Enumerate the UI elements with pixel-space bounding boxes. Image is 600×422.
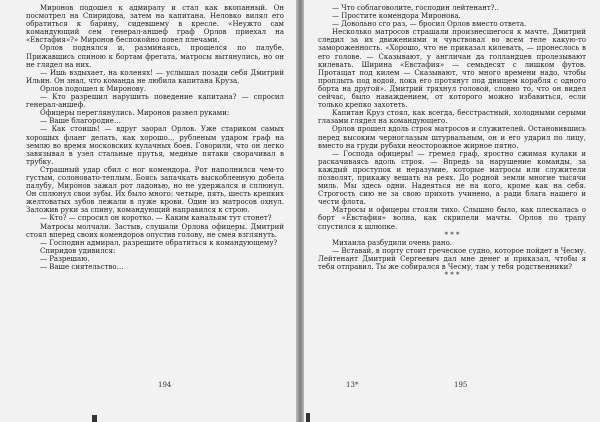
- paragraph: Миронов подошел к адмиралу и стал как вкопанный. Он посмотрел на Спиридова, затем на капитана. Неловко вилял его обратиться к барину, сидевшему в кресле. «Неужто сам командующий сем генерал-аншеф граф Орлов приехал на «Евстафия»?» Миронов беспокойно повел плечами.: [26, 4, 284, 45]
- paragraph: — Кто? — спросил он коротко. — Каким канальям тут стонет?: [40, 214, 272, 223]
- paragraph: Орлов подошел к Миронову.: [40, 84, 147, 93]
- paragraph: Матросы и офицеры стояли тихо. Слышно было, как плескалась о борт «Евстафия» волна, как скрипели мачты. Орлов по трапу спустился к шлюпке.: [318, 206, 586, 231]
- right-page-number: 195: [454, 381, 468, 389]
- paragraph: — Господин адмирал, разрешите обратиться к командующему?: [40, 238, 278, 247]
- right-page-text: [318, 4, 586, 279]
- paragraph: Спиридов удивился:: [40, 246, 116, 255]
- paragraph: Орлов прошел вдоль строя матросов и служителей. Остановившись перед высоким черноглазым штурвальным, он и его ударил по лицу, вместо на груди рубахи неосторожное жирное пятно.: [318, 125, 586, 150]
- paragraph: — Ваше сиятельство…: [40, 263, 124, 271]
- paragraph: — Что соблаговолите, господин лейтенант?..: [332, 4, 499, 12]
- paragraph: — Ваше благородие…: [40, 117, 121, 126]
- paragraph: — Кто разрешил нарушить поведение капитана? — спросил генерал-аншеф.: [26, 93, 284, 110]
- paragraph: — Простите комендора Миронова.: [332, 12, 461, 21]
- paragraph: — Как стоишь! — вдруг заорал Орлов. Уже стариком самых хорошых фланг делать, как хорошо... рубленым ударом граф на землю во время московских кулачных боев. Говорили, что он легко завязывал в узел стальные прутья, медные пятаки сворачивал в трубку.: [26, 125, 284, 166]
- scan-mark: [306, 413, 310, 422]
- paragraph: Несколько матросов страшали произнесшегося к мачте. Дмитрий следил за их движениями и чувствовал во всем теле какую-то замороженность. «Хорошо, что не приказал килевать, — пронеслось в его голове. — Сказывают, у англичан да голландцев пролезывают килевать. Ширина «Евстафия» — семьдесят с лишком футов. Протащат под килем — Сказывают, что много времени надо, чтобы проплыть под водой, пока его протянут под днищем корабля с одного борта на другой». Дмитрий тряхнул головой, словно то, что он видел сейчас, было наваждением, от которого можно избавиться, если только крепко захотеть.: [318, 28, 586, 110]
- paragraph: Офицеры переглянулись. Миронов развел руками:: [40, 109, 230, 118]
- paragraph: — Вставай, в порту стоит греческое судно, которое пойдет в Чесму. Лейтенант Дмитрий Сергеевич дал мне денег и приказал, чтобы я тебя отправил. Ты же собирался в Чесму, там у тебя родственники?: [318, 246, 586, 271]
- paragraph: Страшный удар сбил с ног комендора. Рот наполнился чем-то густым, солоновато-теплым. Боясь запачкать выскобленную добела палубу, Миронов зажал рот ладонью, но не удержался и сплюнул. Он сплюнул свои зубы. Их было много: четыре, пять, шесть крепких желтоватых зубов лежали в луже крови. Один из матросов охнул. Заложив руки за спину, командующий направился к строю.: [26, 165, 284, 215]
- right-page: [304, 0, 600, 422]
- section-break: * * *: [444, 230, 460, 239]
- paragraph: Матросы молчали. Застыв, слушали Орлова офицеры. Дмитрий стоял вперед своих комендоров опустив голову, не смея взглянуть.: [26, 222, 284, 239]
- paragraph: — Господа офицеры! — гремел граф, яростно сжимая кулаки и раскачиваясь вдоль строя. — Впредь за нарушение команды, за каждый проступок и неразумие, которые матросы или служители позволят, прикажу вешать на реях. До родной земли многие тысячи миль. Мы здесь одни. Надеяться не на кого, кроме как на себя. Строгость сию не за свою прихоть учинено, а ради блага нашего и чести флота.: [318, 149, 586, 207]
- paragraph: Капитан Круз стоял, как всегда, бесстрастный, холодными серыми глазами глядел на командующего.: [318, 109, 586, 126]
- left-page: [0, 0, 298, 422]
- section-break: * * *: [444, 271, 460, 280]
- scan-mark: [92, 415, 97, 422]
- paragraph: Михаила разбудили очень рано.: [332, 238, 453, 247]
- left-page-text: [26, 4, 284, 271]
- signature-mark: 13*: [346, 381, 359, 389]
- paragraph: — Довольно сго раз, — бросил Орлов вместо ответа.: [332, 20, 527, 29]
- left-page-number: 194: [158, 381, 172, 389]
- paragraph: Орлов поднялся и, разминаясь, прошелся по палубе. Прижавшись спиною к бортам фрегата, матросы вытянулись, но он не глядел на них.: [26, 44, 284, 69]
- paragraph: — Ишь вздыхает, на коленях! — услышал позади себя Дмитрий Ильин. Он знал, что команда не любила капитана Круза.: [26, 68, 284, 85]
- paragraph: — Разрешаю.: [40, 254, 90, 263]
